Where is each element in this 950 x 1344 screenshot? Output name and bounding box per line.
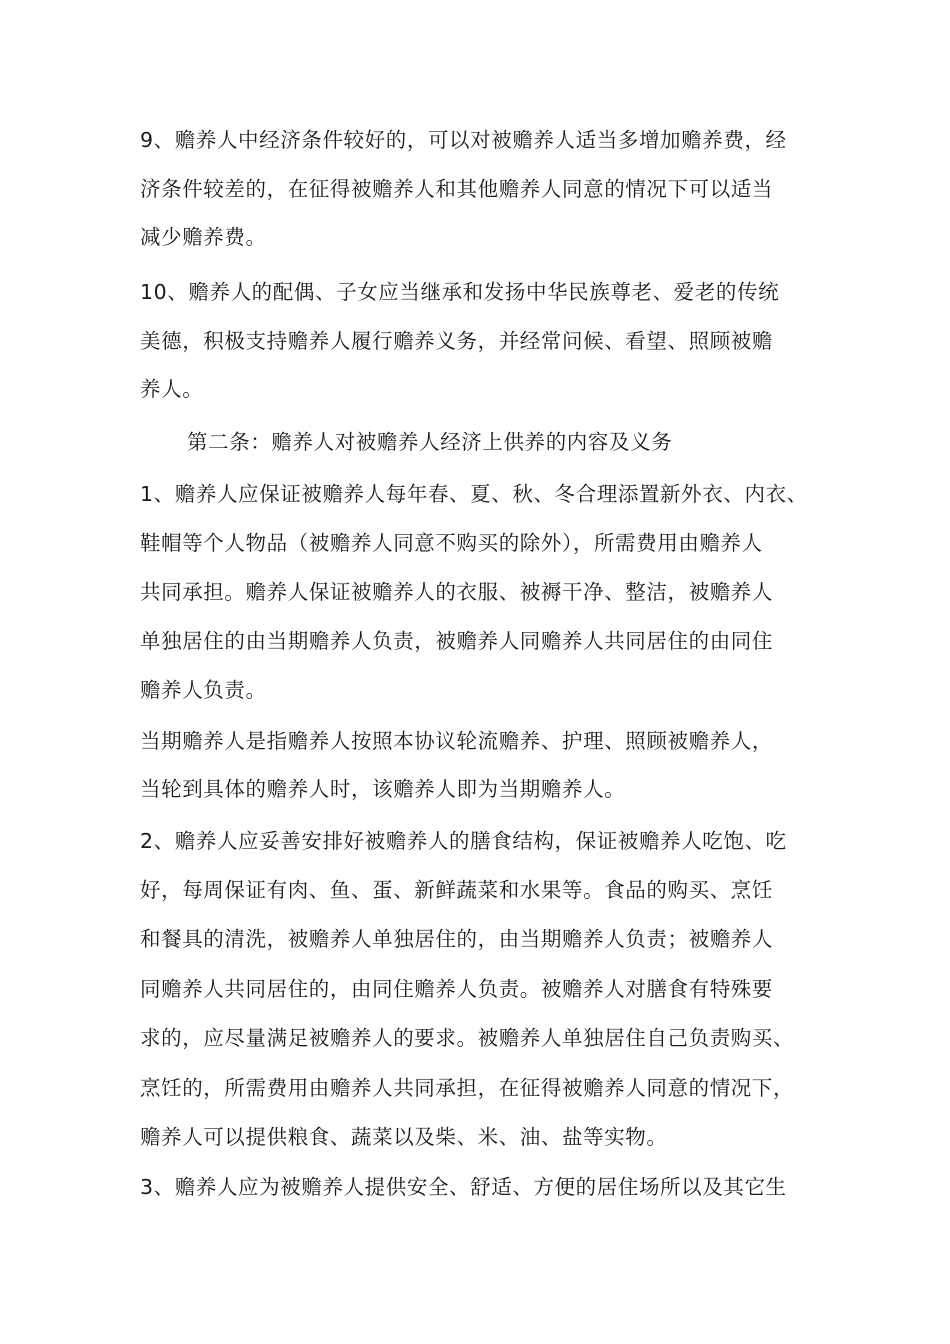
- text-line-item1-4: 单独居住的由当期赡养人负责，被赡养人同赡养人共同居住的由同住: [140, 629, 773, 653]
- text-line-item2-2: 好，每周保证有肉、鱼、蛋、新鲜蔬菜和水果等。食品的购买、烹饪: [140, 878, 773, 902]
- text-line-definition-1: 当期赡养人是指赡养人按照本协议轮流赡养、护理、照顾被赡养人，: [140, 729, 773, 753]
- text-line-item1-3: 共同承担。赡养人保证被赡养人的衣服、被褥干净、整洁，被赡养人: [140, 580, 773, 604]
- text-line-item1-5: 赡养人负责。: [140, 678, 267, 702]
- text-line-item9-1: 9、赡养人中经济条件较好的，可以对被赡养人适当多增加赡养费，经: [140, 128, 787, 152]
- text-line-item2-4: 同赡养人共同居住的，由同住赡养人负责。被赡养人对膳食有特殊要: [140, 977, 773, 1001]
- text-line-item2-3: 和餐具的清洗，被赡养人单独居住的，由当期赡养人负责；被赡养人: [140, 927, 773, 951]
- text-line-item9-2: 济条件较差的，在征得被赡养人和其他赡养人同意的情况下可以适当: [140, 177, 773, 201]
- text-line-item1-2: 鞋帽等个人物品（被赡养人同意不购买的除外），所需费用由赡养人: [140, 531, 763, 555]
- text-line-item2-6: 烹饪的，所需费用由赡养人共同承担，在征得被赡养人同意的情况下，: [140, 1076, 795, 1100]
- text-line-item10-1: 10、赡养人的配偶、子女应当继承和发扬中华民族尊老、爱老的传统: [140, 280, 780, 304]
- text-line-item1-1: 1、赡养人应保证被赡养人每年春、夏、秋、冬合理添置新外衣、内衣、: [140, 482, 808, 506]
- text-line-item10-3: 养人。: [140, 377, 204, 401]
- text-line-item2-5: 求的，应尽量满足被赡养人的要求。被赡养人单独居住自己负责购买、: [140, 1026, 795, 1050]
- text-line-item9-3: 减少赡养费。: [140, 225, 267, 249]
- text-line-item2-1: 2、赡养人应妥善安排好被赡养人的膳食结构，保证被赡养人吃饱、吃: [140, 829, 787, 853]
- section-heading-article-2: 第二条：赡养人对被赡养人经济上供养的内容及义务: [187, 430, 673, 454]
- text-line-item2-7: 赡养人可以提供粮食、蔬菜以及柴、米、油、盐等实物。: [140, 1125, 668, 1149]
- text-line-item10-2: 美德，积极支持赡养人履行赡养义务，并经常问候、看望、照顾被赡: [140, 329, 773, 353]
- text-line-item3-1: 3、赡养人应为被赡养人提供安全、舒适、方便的居住场所以及其它生: [140, 1175, 787, 1199]
- text-line-definition-2: 当轮到具体的赡养人时，该赡养人即为当期赡养人。: [140, 777, 626, 801]
